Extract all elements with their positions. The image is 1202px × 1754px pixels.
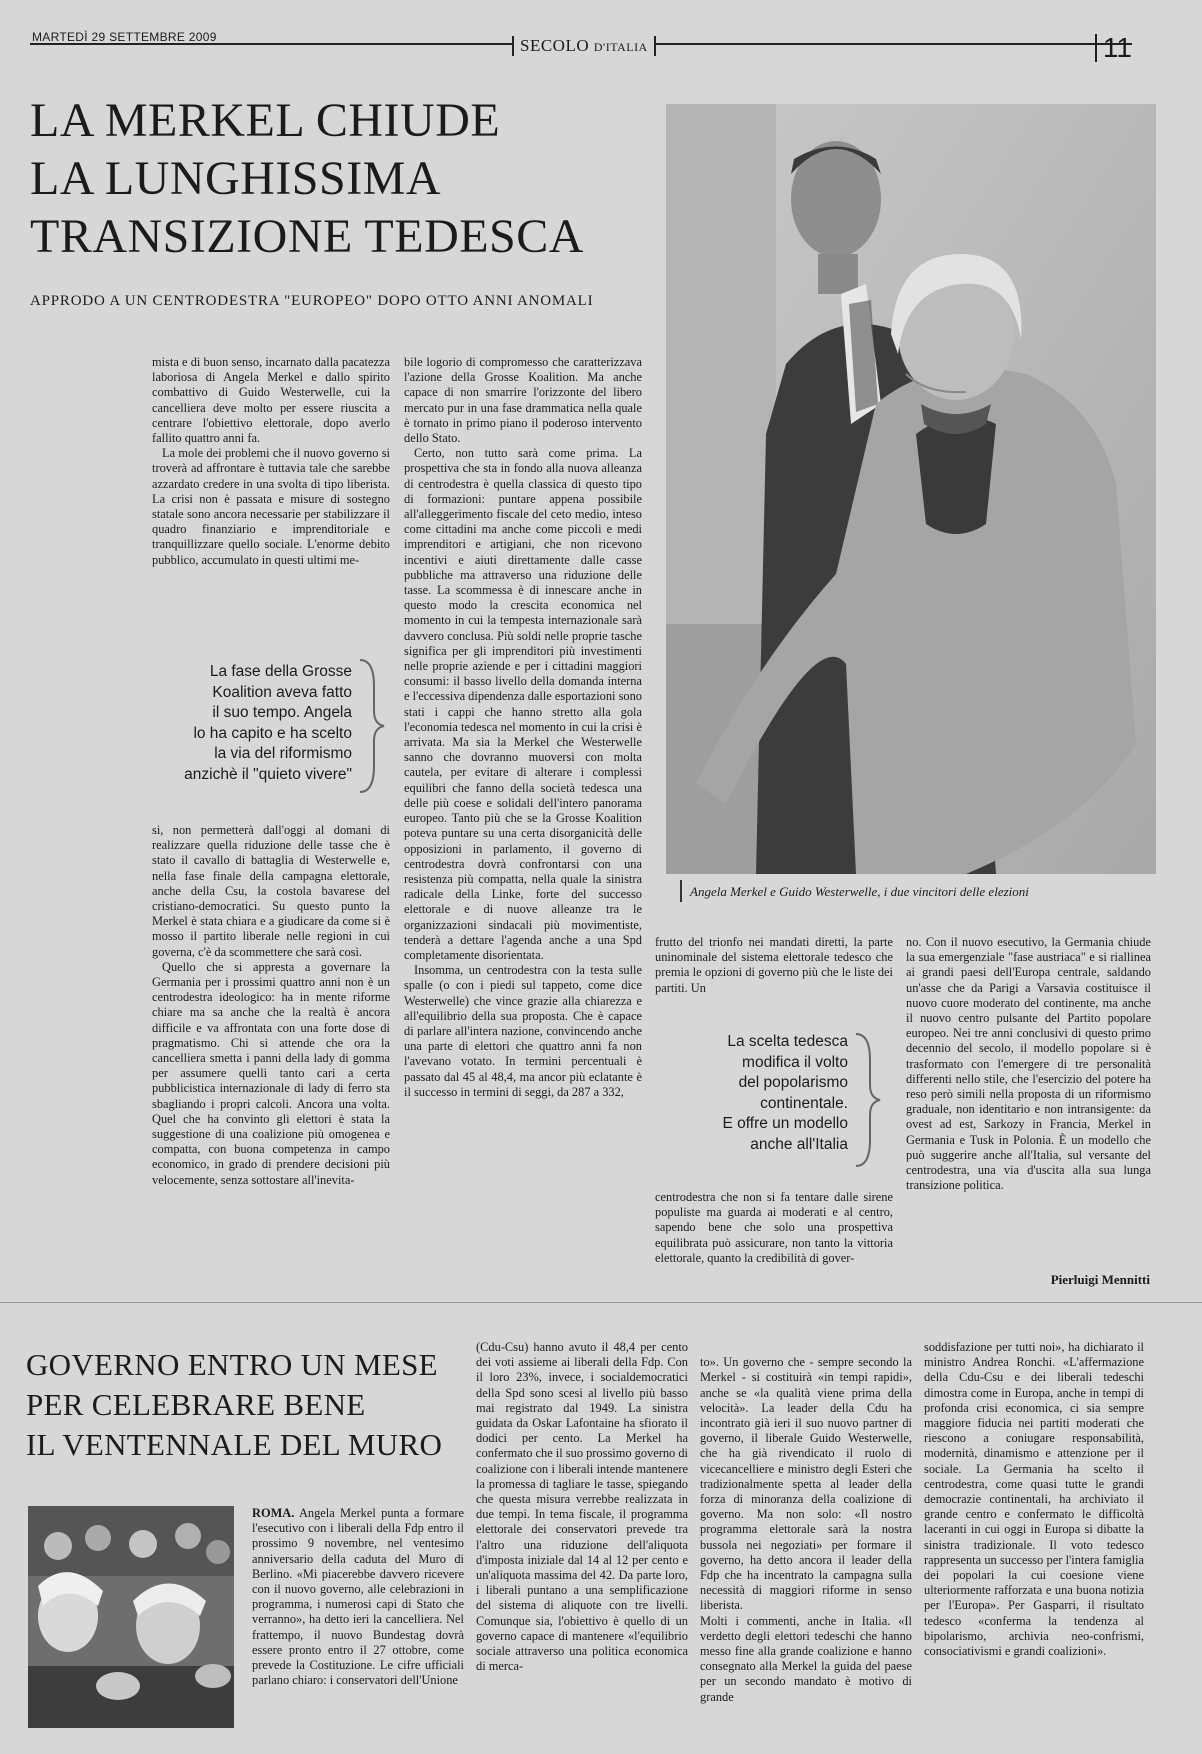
quote-line: E offre un modello <box>722 1115 848 1132</box>
quote-line: il suo tempo. Angela <box>212 704 352 721</box>
paragraph: (Cdu-Csu) hanno avuto il 48,4 per cento dei voti assieme ai liberali della Fdp. Con il loro 23%, invece, i socialdemocratici della Spd sono scesi al livello più basso mai registrato dal 1949. La sinistra guidata da Oskar Lafontaine ha sfiorato il dodici per cento. La Merkel ha confermato che il suo prossimo governo di coalizione con i liberali intende mantenere la promessa di tagliare le tasse, spiegando che questa misura verrebbe realizzata in due tempi. In tema fiscale, il programma elettorale dei conservatori prevede tra l'altro una riduzione dell'aliquota d'imposta iniziale dal 14 al 12 per cento e un'aliquota massima del 42. Da parte loro, i liberali puntano a una semplificazione del sistema di aliquote con tre livelli. Comunque sia, l'obiettivo è quello di un governo capace di mantenere «l'equilibrio sociale attraverso una politica economica di merca- <box>476 1340 688 1674</box>
byline: Pierluigi Mennitti <box>1050 1272 1150 1287</box>
paragraph: no. Con il nuovo esecutivo, la Germania chiude la sua emergenziale "fase austriaca" e si riallinea ai grandi paesi dell'Europa centrale, saldando un'asse che da Parigi a Varsavia costituisce il nuovo cuore moderato del continente, ma anche il nuovo centro pulsante del Partito popolare europeo. Nei tre anni conclusivi di questo primo decennio del secolo, il modello popolare si è trasformato con l'emergere di tre personalità differenti nello stile, che l'esercizio del potere ha reso però simili nella proposta di un riformismo graduale, non identitario e non intransigente: da ovest ad est, Sarkozy in Francia, Merkel in Germania e Tusk in Polonia. È un modello che può suggerire anche all'Italia, sul versante del centrodestra, una via d'uscita alla sua lunga transizione politica. <box>906 935 1151 1193</box>
crowd-photo <box>28 1506 234 1728</box>
quote-line: lo ha capito e ha scelto <box>193 724 352 742</box>
article2-col1 <box>252 1506 464 1688</box>
paragraph: to». Un governo che - sempre secondo la Merkel - si costituirà «in tempi rapidi», anche se «la qualità viene prima della velocità». La leader della Cdu ha incontrato già ieri il suo nuovo partner di governo, il liberale Guido Westerwelle, che ha già rivendicato il ruolo di vicecancelliere e ministro degli Esteri che tradizionalmente spetta al leader della forza di minoranza della coalizione di governo. Ma non solo: «Il nostro programma elettorale sarà la nostra bussola nei negoziati» per formare il governo, ha detto ancora il leader della Fdp che ha incentrato la campagna sulla necessità di maggiori riforme in senso liberista. Molti i commenti, anche in Italia. «Il verdetto degli elettori tedeschi che hanno messo fine alla grande coalizione e hanno consegnato alla Merkel la guida del paese per un secondo mandato è motivo di grande <box>700 1355 912 1704</box>
paragraph: Insomma, un centrodestra con la testa sulle spalle (o con i piedi sul tappeto, come dice Westerwelle) che vince grazie alla chiarezza e all'equilibrio della sua proposta. Che è capace di parlare all'intera nazione, convincendo anche una parte di elettori che quattro anni fa non l'avevano votato. In termini percentuali è passato dal 45 al 48,4, ma ancor più eclatante è il successo in termini di seggi, da 287 a 332, <box>404 963 642 1099</box>
article2-headline <box>26 1345 466 1465</box>
quote-brace-2 <box>852 1030 882 1170</box>
newspaper-name <box>512 36 656 56</box>
paragraph: frutto del trionfo nei mandati diretti, la parte uninominale del sistema elettorale tedesco che premia le opzioni di governo più che le liste dei partiti. Un <box>655 935 893 995</box>
paragraph: soddisfazione per tutti noi», ha dichiarato il ministro Andrea Ronchi. «L'affermazione della Cdu-Csu e dei liberali tedeschi dimostra come in Europa, anche in tempi di profonda crisi economica, ci sia sempre maggiore fiducia nei partiti moderati che riescono a coniugare responsabilità, modernità, dinamismo e attenzione per il sociale. La Germania ha scelto il centrodestra, come quasi tutte le grandi democrazie continentali, ha archiviato il grande centro e confermato le difficoltà laceranti in cui oggi in Europa si dibatte la sinistra tradizionale. Il voto tedesco rappresenta un successo per l'intera famiglia dei popolari la cui coesione viene ulteriormente rafforzata e una buona notizia per l'Europa». Per Gasparri, il risultato tedesco «conferma la tendenza al bipolarismo, archivia neo-confrismi, consociativismi e grandi coalizioni». <box>924 1340 1144 1659</box>
article-subheadline: APPRODO A UN CENTRODESTRA "EUROPEO" DOPO OTTO ANNI ANOMALI <box>30 293 594 309</box>
pull-quote-1 <box>150 662 352 785</box>
section-divider <box>0 1302 1202 1303</box>
cheering-crowd-photo <box>28 1506 234 1728</box>
quote-line: del popolarismo <box>738 1074 848 1091</box>
article1-col3-bottom <box>655 1190 893 1266</box>
newspaper-suffix: D'ITALIA <box>593 40 648 54</box>
headline-line: TRANSIZIONE TEDESCA <box>30 210 584 263</box>
headline-line: PER CELEBRARE BENE <box>26 1387 366 1422</box>
article1-col1-top <box>152 355 390 568</box>
quote-line: La scelta tedesca <box>727 1033 848 1050</box>
quote-brace-1 <box>356 656 386 796</box>
headline-line: IL VENTENNALE DEL MURO <box>26 1427 443 1462</box>
photo-caption: Angela Merkel e Guido Westerwelle, i due vincitori delle elezioni <box>690 884 1029 899</box>
pull-quote-2 <box>660 1032 848 1155</box>
article-photo <box>666 104 1156 874</box>
article1-col4 <box>906 935 1151 1193</box>
paragraph: si, non permetterà dall'oggi al domani di realizzare quella riduzione delle tasse che è stato il cavallo di battaglia di Westerwelle e, nella fase finale della campagna elettorale, anche della Csu, la costola bavarese del cristiano-democratici. Su questo punto la Merkel è stata chiara e a giudicare da come si è mosso il partito liberale nelle regioni in cui governa, c'è da scommettere che sarà così. <box>152 823 390 959</box>
quote-line: modifica il volto <box>742 1053 848 1071</box>
quote-line: La fase della Grosse <box>209 663 352 680</box>
dateline: ROMA. <box>252 1506 295 1520</box>
paragraph: La mole dei problemi che il nuovo governo si troverà ad affrontare è tuttavia tale che sarebbe azzardato credere in una svolta di tipo liberista. La crisi non è passata e misure di sostegno statale sono ancora necessarie per stabilizzare il quadro finanziario e imprenditoriale e tranquillizzare quello sociale. L'enorme debito pubblico, accumulato in questi ultimi me- <box>152 446 390 567</box>
issue-date: MARTEDÌ 29 SETTEMBRE 2009 <box>32 30 217 44</box>
article2-col3 <box>700 1340 912 1720</box>
headline-line: LA MERKEL CHIUDE <box>30 94 501 147</box>
headline-line: LA LUNGHISSIMA <box>30 152 442 205</box>
paragraph <box>252 1506 464 1688</box>
page-number: 11 <box>1095 34 1132 62</box>
article-headline <box>30 92 660 266</box>
paragraph: centrodestra che non si fa tentare dalle sirene populiste ma guarda ai moderati e al centro, sapendo bene che solo una prospettiva equilibrata può assicurare, non tanto la vittoria elettorale, quanto la credibilità di gover- <box>655 1190 893 1265</box>
paragraph: bile logorio di compromesso che caratterizzava l'azione della Grosse Koalition. Ma anche capace di non smarrire l'orizzonte del libero mercato pur in una fase drammatica nella quale è tornato in primo piano il poderoso intervento dello Stato. <box>404 355 642 446</box>
article1-col2 <box>404 355 642 1100</box>
paragraph: Certo, non tutto sarà come prima. La prospettiva che sta in fondo alla nuova alleanza di centrodestra è quella classica di questo tipo di formazioni: puntare appena possibile all'alleggerimento fiscale del ceto medio, inteso come cittadini ma anche come piccoli e medi imprenditori e artigiani, che non ricevono incentivi e aiuti direttamente dalle casse pubbliche ma attraverso una riduzione delle tasse. La scommessa è di innescare anche in questo modo la crescita economica nel momento in cui la tempesta internazionale sarà davvero conclusa. Più soldi nelle proprie tasche significa per gli imprenditori più investimenti nelle proprie aziende e per i cittadini maggiori consumi: il basso livello della domanda interna e l'eccessiva dipendenza dalle esportazioni sono stati i cappi che hanno stretto alla gola l'economia tedesca nel momento in cui la crisi è arrivata. Ma sia la Merkel che Westerwelle sanno che dovranno muoversi con molta cautela, per evitare di alterare i complessi equilibri che fanno della società tedesca una delle più coese e solidali dell'intero panorama europeo. Tanto più che se la Grosse Koalition poteva puntare su una certa disorganicità delle opposizioni in parlamento, il governo di centrodestra dovrà confrontarsi con una resistenza più compatta, nella quale la sinistra radicale della Linke, forte del successo elettorale e di nuove alleanze tra le organizzazioni sindacali più movimentiste, tenderà a dettare l'agenda anche a una Spd completamente disorientata. <box>404 446 642 962</box>
article2-col2 <box>476 1340 688 1674</box>
paragraph: Quello che si appresta a governare la Germania per i prossimi quattro anni non è un centrodestra ideologico: ha in mente riforme chiare ma sa anche che la realtà è ancora difficile e va affrontata con una forte dose di pragmatismo. Chi si attende che ora la cancelliera smetta i panni della lady di gomma per assumere quelli tanto cari a certa pubblicistica internazionale di lady di ferro sta sbagliando i propri calcoli. Ancora una volta. Quel che ha convinto gli elettori è stata la suggestione di una coalizione più omogenea e compatta, con buona competenza in campo economico, in grado di prendere decisioni più velocemente, senza sottostare all'inevita- <box>152 959 390 1187</box>
quote-line: anzichè il "quieto vivere" <box>184 765 352 783</box>
quote-line: continentale. <box>760 1094 848 1112</box>
caption-rule <box>680 880 682 902</box>
paragraph: mista e di buon senso, incarnato dalla pacatezza laboriosa di Angela Merkel e dallo spirito combattivo di Guido Westerwelle, cui la cancelliera deve molto per essere riuscita a centrare l'obiettivo elettorale, dopo averlo fallito quattro anni fa. <box>152 355 390 446</box>
quote-line: Koalition aveva fatto <box>212 683 352 701</box>
headline-line: GOVERNO ENTRO UN MESE <box>26 1347 438 1382</box>
article1-col3-top <box>655 935 893 996</box>
paragraph-text: Angela Merkel punta a formare l'esecutivo con i liberali della Fdp entro il prossimo 9 novembre, nel ventesimo anniversario della caduta del Muro di Berlino. «Mi piacerebbe davvero ricevere con il nuovo governo, alle celebrazioni in programma, i numerosi capi di Stato che verranno», ha detto ieri la cancelliera. Nel frattempo, il nuovo Bundestag dovrà essere pronto entro il 27 ottobre, come prevede la Costituzione. Le cifre ufficiali parlano chiaro: i conservatori dell'Unione <box>252 1506 464 1688</box>
article1-col1-bottom <box>152 823 390 1188</box>
article2-col4 <box>924 1340 1144 1659</box>
newspaper-title: SECOLO <box>520 36 590 55</box>
merkel-westerwelle-photo <box>666 104 1156 874</box>
quote-line: anche all'Italia <box>750 1135 848 1153</box>
quote-line: la via del riformismo <box>214 745 352 762</box>
